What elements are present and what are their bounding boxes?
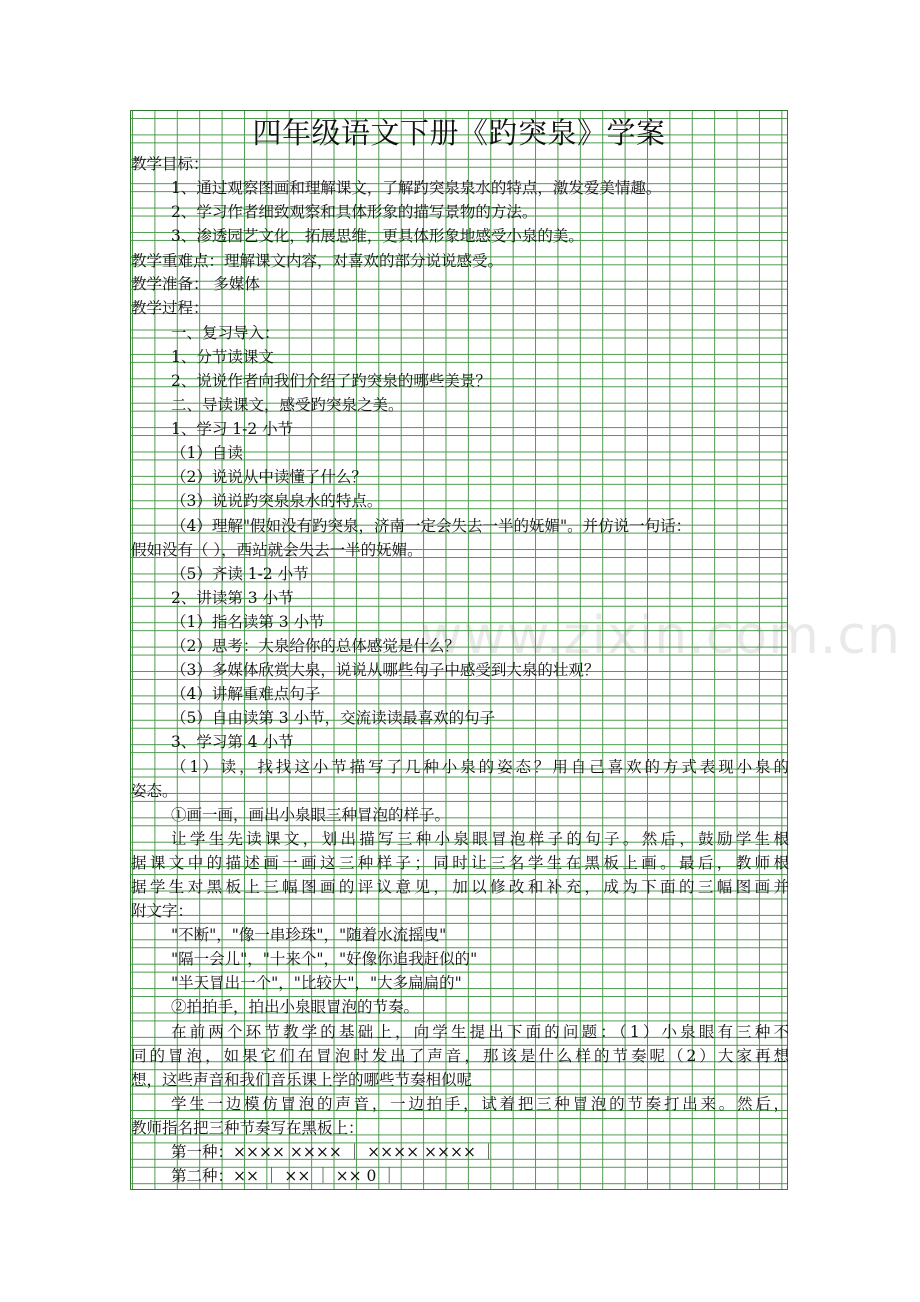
text-line: 让学生先读课文，划出描写三种小泉眼冒泡样子的句子。然后，鼓励学生根	[171, 830, 789, 848]
text-line: "隔一会儿"，"十来个"，"好像你追我赶似的"	[171, 950, 478, 968]
text-line: （2）说说从中读懂了什么？	[171, 468, 367, 486]
text-line: ②拍拍手，拍出小泉眼冒泡的节奏。	[171, 998, 420, 1016]
text-line: 据学生对黑板上三幅图画的评议意见，加以修改和补充，成为下面的三幅图画并	[131, 878, 789, 896]
text-line: （1）指名读第 3 小节	[171, 613, 325, 631]
page-title: 四年级语文下册《趵突泉》学案	[252, 116, 666, 150]
text-line: （3）多媒体欣赏大泉，说说从哪些句子中感受到大泉的壮观？	[171, 661, 600, 679]
text-line: "半天冒出一个"，"比较大"，"大多扁扁的"	[171, 974, 462, 992]
text-line: （5）齐读 1-2 小节	[171, 565, 309, 583]
text-line: 第一种：×××× ×××× ｜ ×××× ×××× ｜	[171, 1143, 497, 1161]
watermark: www.zixin.com.cn	[420, 606, 901, 666]
text-line: （4）讲解重难点句子	[171, 685, 321, 703]
text-line: 据课文中的描述画一画这三种样子；同时让三名学生在黑板上画。最后，教师根	[131, 854, 789, 872]
text-line: ①画一画，画出小泉眼三种冒泡的样子。	[171, 806, 451, 824]
text-line: "不断"，"像一串珍珠"，"随着水流摇曳"	[171, 926, 447, 944]
text-line: 3、学习第 4 小节	[171, 733, 294, 751]
text-line: 3、渗透园艺文化，拓展思维，更具体形象地感受小泉的美。	[171, 227, 584, 245]
text-line: （1）读，找找这小节描写了几种小泉的姿态？用自己喜欢的方式表现小泉的	[171, 758, 789, 776]
text-line: （4）理解"假如没有趵突泉，济南一定会失去一半的妩媚"。并仿说一句话：	[171, 517, 692, 535]
text-line: （3）说说趵突泉泉水的特点。	[171, 492, 383, 510]
text-line: （2）思考：大泉给你的总体感觉是什么？	[171, 637, 460, 655]
text-line: 1、分节读课文	[171, 348, 274, 366]
text-line: 第二种：×× ｜ ×× ｜ ×× 0 ｜	[171, 1167, 397, 1185]
text-line: 教学目标：	[131, 155, 209, 173]
text-line: 教学重难点：理解课文内容，对喜欢的部分说说感受。	[131, 252, 504, 270]
text-line: 教师指名把三种节奏写在黑板上：	[131, 1119, 364, 1137]
text-line: 学生一边模仿冒泡的声音，一边拍手，试着把三种冒泡的节奏打出来。然后，	[171, 1095, 789, 1113]
text-line: 在前两个环节教学的基础上，向学生提出下面的问题：（1）小泉眼有三种不	[171, 1023, 789, 1041]
text-line: 姿态。	[131, 782, 178, 800]
text-line: 附文字：	[131, 902, 194, 920]
text-line: 假如没有（ ），西站就会失去一半的妩媚。	[131, 541, 423, 559]
text-line: （1）自读	[171, 444, 243, 462]
text-line: 一、复习导入：	[171, 324, 280, 342]
text-line: 2、学习作者细致观察和具体形象的描写景物的方法。	[171, 203, 538, 221]
text-line: 1、通过观察图画和理解课文，了解趵突泉泉水的特点，激发爱美情趣。	[171, 179, 662, 197]
text-line: 1、学习 1-2 小节	[171, 420, 294, 438]
text-line: 2、说说作者向我们介绍了趵突泉的哪些美景？	[171, 372, 491, 390]
text-line: 二、导读课文，感受趵突泉之美。	[171, 396, 404, 414]
text-line: 2、讲读第 3 小节	[171, 589, 294, 607]
text-line: 想，这些声音和我们音乐课上学的哪些节奏相似呢	[131, 1071, 473, 1089]
text-line: 教学过程：	[131, 299, 209, 317]
text-line: （5）自由读第 3 小节，交流读读最喜欢的句子	[171, 709, 496, 727]
text-line: 同的冒泡，如果它们在冒泡时发出了声音，那该是什么样的节奏呢（2）大家再想	[131, 1047, 789, 1065]
text-line: 教学准备： 多媒体	[131, 275, 260, 293]
